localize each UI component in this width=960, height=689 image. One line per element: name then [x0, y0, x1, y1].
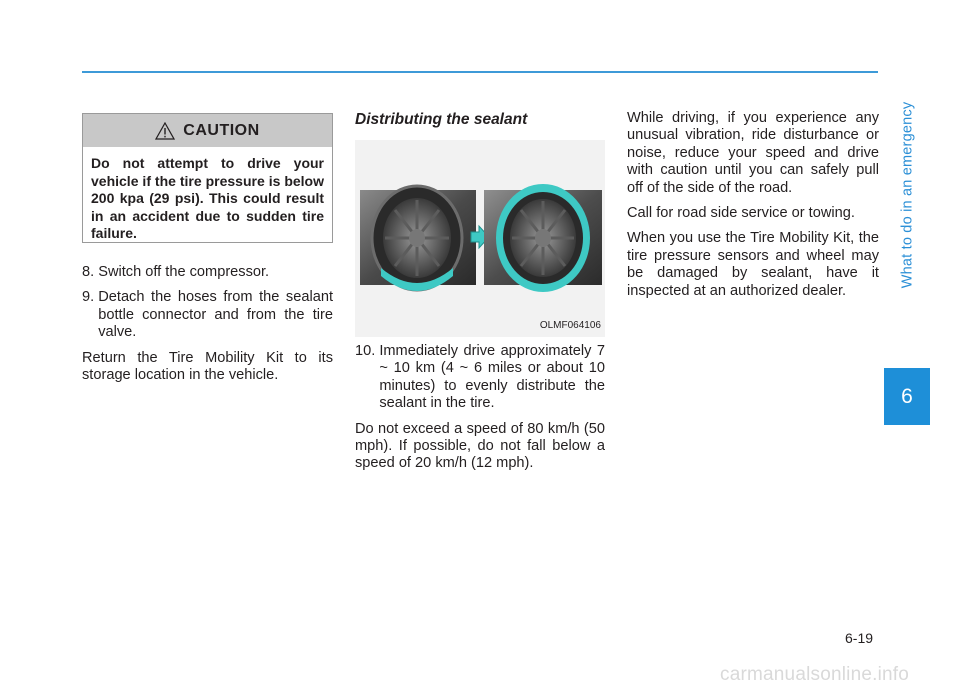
caution-text: Do not attempt to drive your vehicle if the tire pressure is below 200 kpa (29 psi). This could result in an accident due to sudden tire failure. [91, 155, 324, 242]
right-column [627, 110, 879, 308]
speed-paragraph: Do not exceed a speed of 80 km/h (50 mph). If possible, do not fall below a speed of 20 km/h (12 mph). [355, 420, 605, 472]
step-10-text: Immediately drive approximately 7 ~ 10 km (4 ~ 6 miles or about 10 minutes) to evenly distribute the sealant in the tire. [379, 343, 605, 412]
sealant-illustration [355, 140, 605, 337]
vibration-paragraph: While driving, if you experience any unusual vibration, ride disturbance or noise, reduce your speed and drive with caution until you can safely pull off of the side of the road. [627, 110, 879, 196]
section-title-text: What to do in an emergency [899, 101, 915, 288]
caution-header [83, 114, 332, 147]
watermark: carmanualsonline.info [720, 664, 910, 685]
caution-title: CAUTION [183, 121, 260, 139]
middle-column [355, 343, 605, 481]
towing-paragraph: Call for road side service or towing. [627, 205, 855, 222]
step-8-number: 8. [82, 264, 99, 280]
caution-box [82, 113, 333, 243]
header-rule [82, 71, 878, 73]
step-9-text: Detach the hoses from the sealant bottle connector and from the tire valve. [98, 289, 333, 341]
chapter-tab: 6 [884, 368, 930, 425]
storage-paragraph: Return the Tire Mobility Kit to its storage location in the vehicle. [82, 349, 333, 384]
step-9 [82, 289, 333, 341]
figure-code: OLMF064106 [539, 320, 601, 331]
step-9-number: 9. [82, 289, 99, 306]
step-8-text: Switch off the compressor. [98, 264, 270, 280]
left-column [82, 264, 333, 392]
warning-triangle-icon [155, 122, 175, 140]
step-8 [82, 264, 333, 281]
section-heading: Distributing the sealant [355, 111, 528, 128]
step-10 [355, 343, 605, 413]
page-number: 6-19 [845, 630, 874, 646]
step-10-number: 10. [355, 343, 380, 359]
sensor-paragraph: When you use the Tire Mobility Kit, the tire pressure sensors and wheel may be damaged by sealant, have it inspected at an authorized dealer. [627, 230, 879, 299]
tire-diagram [355, 140, 605, 337]
section-title-vertical [896, 22, 918, 367]
